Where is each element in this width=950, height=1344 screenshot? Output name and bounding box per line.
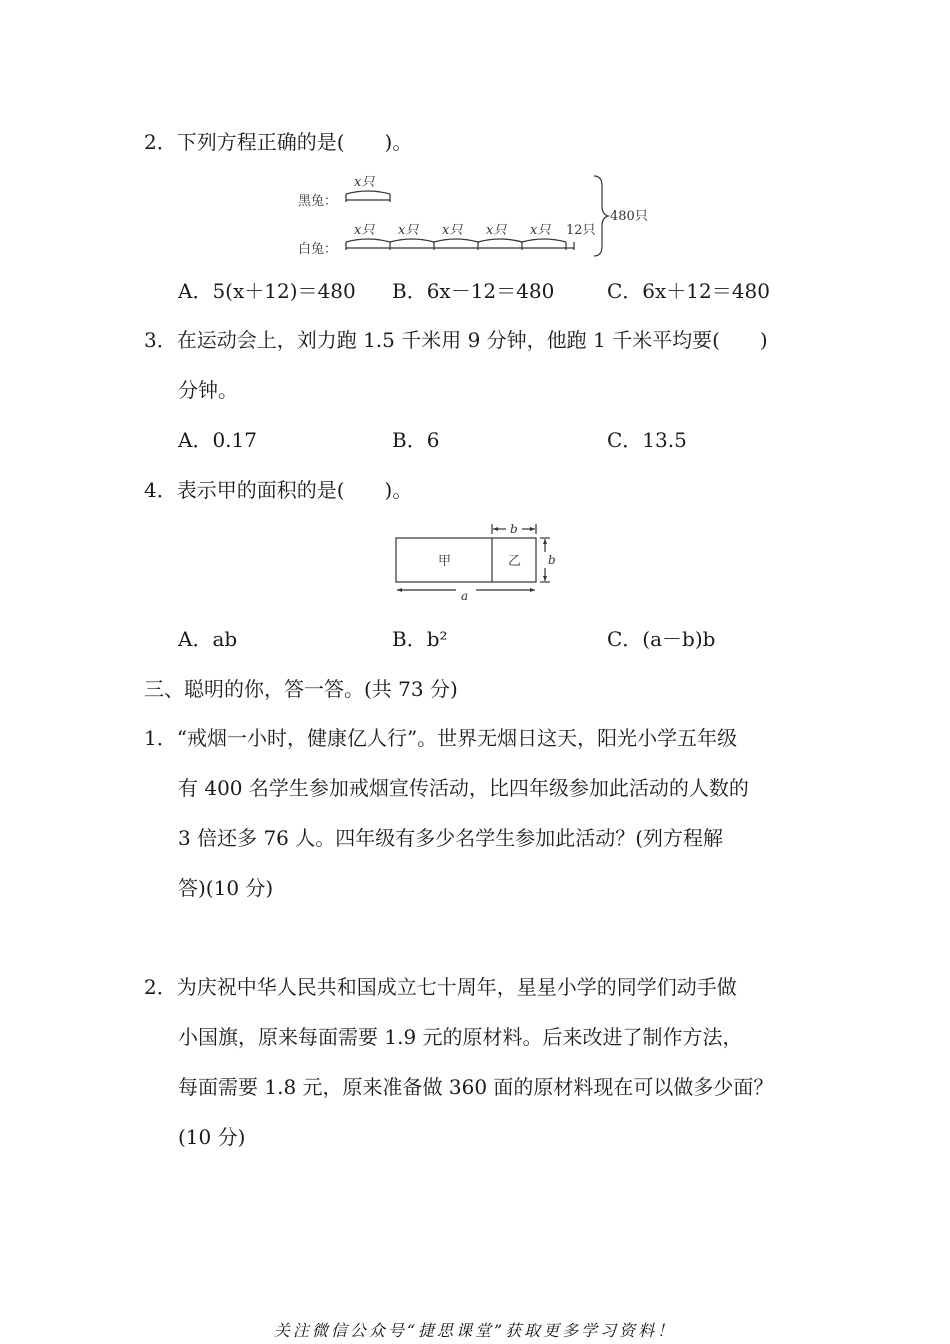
section3-heading: 三、聪明的你，答一答。(共 73 分) xyxy=(144,677,458,701)
white-label: 白兔： xyxy=(298,242,338,257)
yi-label: 乙 xyxy=(508,554,522,569)
q4-option-c: C．(a－b)b xyxy=(607,627,716,651)
q2-option-c: C．6x＋12＝480 xyxy=(607,279,770,303)
white-x-label-2: x只 xyxy=(398,223,419,238)
black-x-label: x只 xyxy=(354,175,375,190)
p2-line4: (10 分) xyxy=(178,1125,246,1149)
jia-label: 甲 xyxy=(438,554,452,569)
q4-option-a: A．ab xyxy=(178,627,238,651)
white-x-label-3: x只 xyxy=(442,223,463,238)
q3-option-b: B．6 xyxy=(392,428,440,452)
q3-stem-line1: 3．在运动会上，刘力跑 1.5 千米用 9 分钟，他跑 1 千米平均要( ) xyxy=(144,328,768,352)
black-brace xyxy=(346,191,390,194)
rectangle-diagram xyxy=(392,520,572,602)
total-label: 480只 xyxy=(610,209,648,224)
q2-option-b: B．6x－12＝480 xyxy=(392,279,555,303)
b-top-label: b xyxy=(510,522,518,536)
q2-stem: 2．下列方程正确的是( )。 xyxy=(144,130,413,154)
q3-option-c: C．13.5 xyxy=(607,428,687,452)
b-right-label: b xyxy=(548,553,556,567)
p2-line1: 2．为庆祝中华人民共和国成立七十周年，星星小学的同学们动手做 xyxy=(144,975,737,999)
total-brace xyxy=(594,176,608,256)
a-label: a xyxy=(461,589,469,602)
footer-note: 关注微信公众号“捷思课堂”获取更多学习资料！ xyxy=(273,1321,677,1340)
p1-line1: 1．“戒烟一小时，健康亿人行”。世界无烟日这天，阳光小学五年级 xyxy=(144,726,738,750)
black-label: 黑兔： xyxy=(298,194,338,209)
p2-line2: 小国旗，原来每面需要 1.9 元的原材料。后来改进了制作方法， xyxy=(178,1025,743,1049)
q4-option-b: B．b² xyxy=(392,627,448,651)
extra-label: 12只 xyxy=(566,223,596,238)
p2-line3: 每面需要 1.8 元，原来准备做 360 面的原材料现在可以做多少面？ xyxy=(178,1075,774,1099)
q2-option-a: A．5(x＋12)＝480 xyxy=(178,279,356,303)
p1-line4: 答)(10 分) xyxy=(178,876,274,900)
q4-stem: 4．表示甲的面积的是( )。 xyxy=(144,478,413,502)
q3-stem-line2: 分钟。 xyxy=(178,378,238,402)
p1-line3: 3 倍还多 76 人。四年级有多少名学生参加此活动？(列方程解 xyxy=(178,826,724,850)
rabbit-diagram xyxy=(292,170,672,260)
white-x-label-1: x只 xyxy=(354,223,375,238)
white-x-label-4: x只 xyxy=(486,223,507,238)
q3-option-a: A．0.17 xyxy=(178,428,257,452)
p1-line2: 有 400 名学生参加戒烟宣传活动，比四年级参加此活动的人数的 xyxy=(178,776,749,800)
white-x-label-5: x只 xyxy=(530,223,551,238)
